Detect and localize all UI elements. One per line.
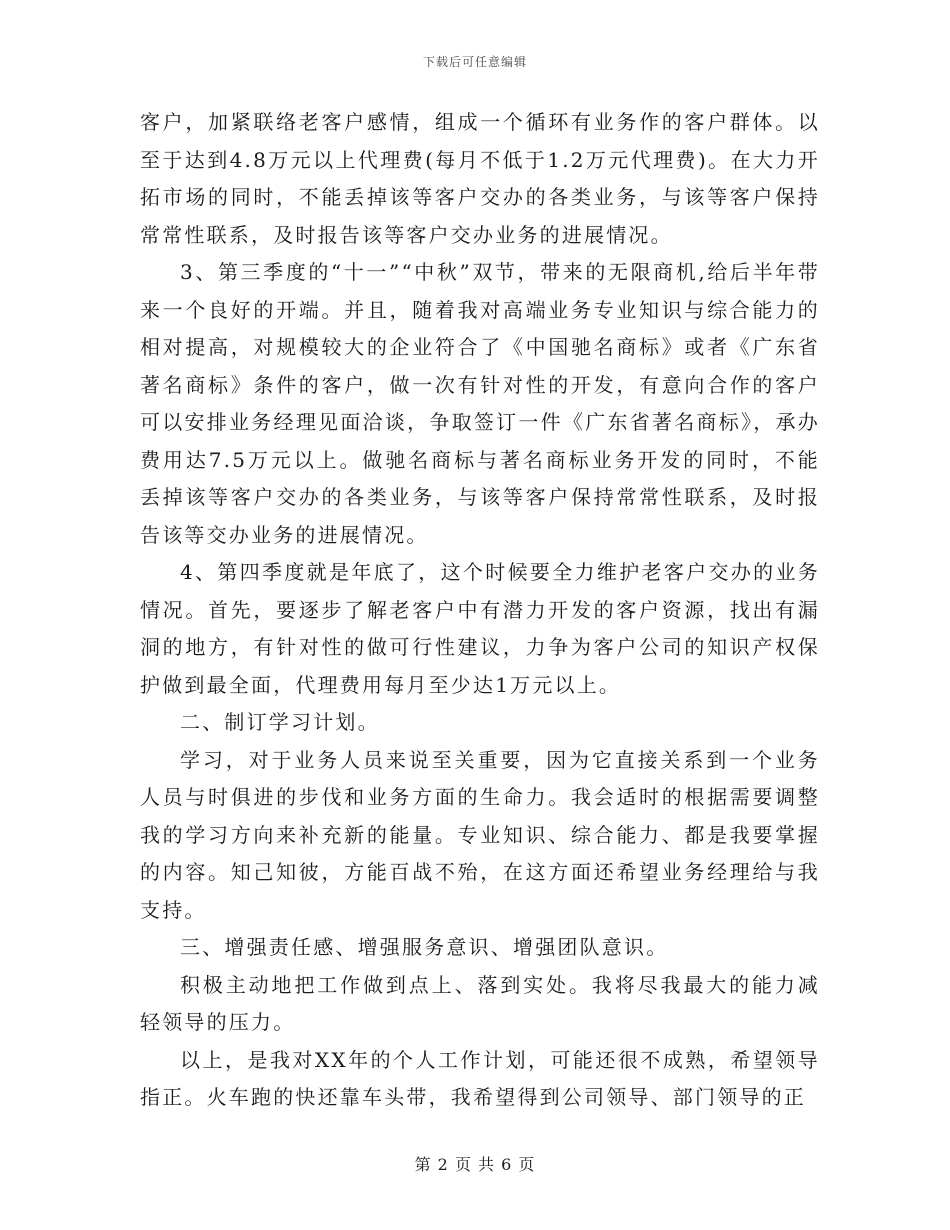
paragraph-4: 学习，对于业务人员来说至关重要，因为它直接关系到一个业务人员与时俱进的步伐和业务方面的生命力。我会适时的根据需要调整我的学习方向来补充新的能量。专业知识、综合能力、都是我要掌握的内容。知己知彼，方能百战不殆，在这方面还希望业务经理给与我支持。 [140, 747, 820, 922]
paragraph-5: 积极主动地把工作做到点上、落到实处。我将尽我最大的能力减轻领导的压力。 [140, 972, 820, 1034]
paragraph-6: 以上，是我对XX年的个人工作计划，可能还很不成熟，希望领导指正。火车跑的快还靠车头带，我希望得到公司领导、部门领导的正 [140, 1047, 820, 1109]
header-note: 下载后可任意编辑 [422, 55, 527, 69]
paragraph-3: 4、第四季度就是年底了，这个时候要全力维护老客户交办的业务情况。首先，要逐步了解老客户中有潜力开发的客户资源，找出有漏洞的地方，有针对性的做可行性建议，力争为客户公司的知识产权保护做到最全面，代理费用每月至少达1万元以上。 [140, 560, 820, 697]
page-number-label: 第 2 页 共 6 页 [414, 1155, 536, 1174]
document-body [140, 104, 820, 1117]
section-heading-study-plan: 二、制订学习计划。 [180, 710, 380, 734]
section-heading-responsibility: 三、增强责任感、增强服务意识、增强团队意识。 [180, 935, 669, 959]
page-footer [0, 1152, 950, 1175]
paragraph-2: 3、第三季度的“十一”“中秋”双节，带来的无限商机,给后半年带来一个良好的开端。并且，随着我对高端业务专业知识与综合能力的相对提高，对规模较大的企业符合了《中国驰名商标》或者《广东省著名商标》条件的客户，做一次有针对性的开发，有意向合作的客户可以安排业务经理见面洽谈，争取签订一件《广东省著名商标》，承办费用达7.5万元以上。做驰名商标与著名商标业务开发的同时，不能丢掉该等客户交办的各类业务，与该等客户保持常常性联系，及时报告该等交办业务的进展情况。 [140, 260, 820, 547]
paragraph-1: 客户，加紧联络老客户感情，组成一个循环有业务作的客户群体。以至于达到4.8万元以上代理费(每月不低于1.2万元代理费)。在大力开拓市场的同时，不能丢掉该等客户交办的各类业务，与该等客户保持常常性联系，及时报告该等客户交办业务的进展情况。 [140, 110, 820, 247]
